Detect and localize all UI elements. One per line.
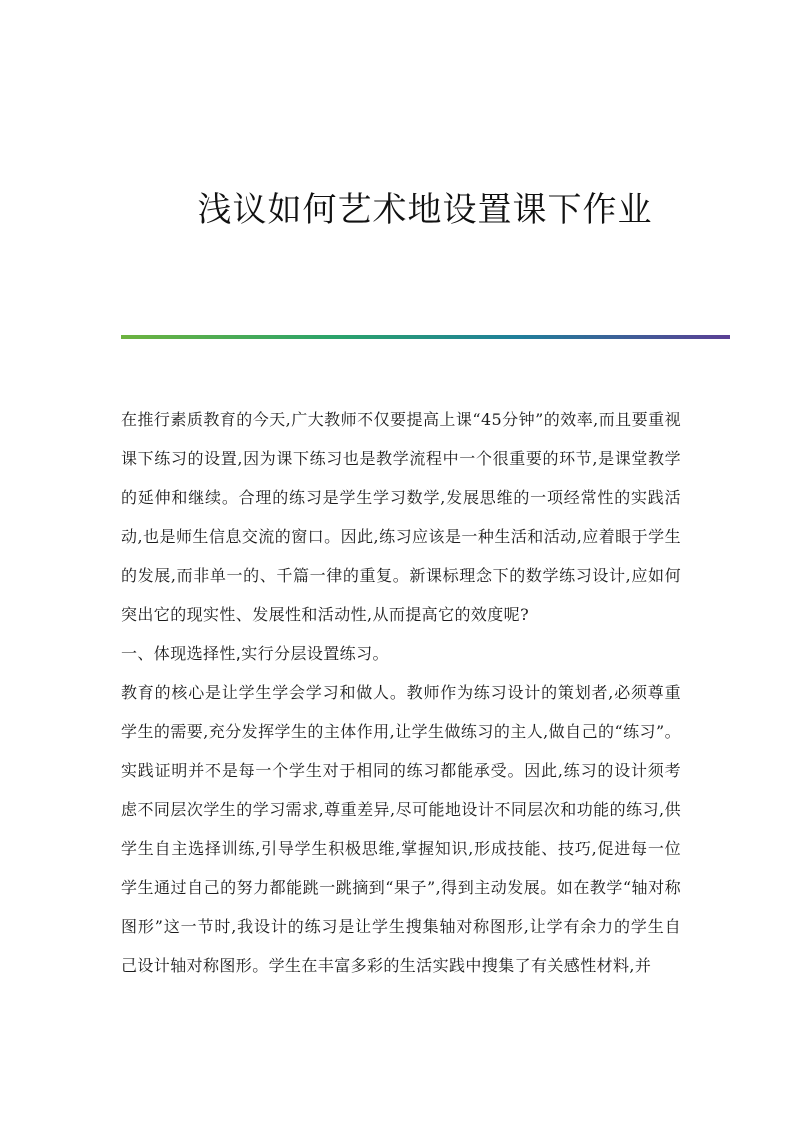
title-divider <box>121 335 730 339</box>
paragraph-section-one: 教育的核心是让学生学会学习和做人。教师作为练习设计的策划者,必须尊重学生的需要,充分发挥学生的主体作用,让学生做练习的主人,做自己的“练习”。实践证明并不是每一个学生对于相同的练习都能承受。因此,练习的设计须考虑不同层次学生的学习需求,尊重差异,尽可能地设计不同层次和功能的练习,供学生自主选择训练,引导学生积极思维,掌握知识,形成技能、技巧,促进每一位学生通过自己的努力都能跳一跳摘到“果子”,得到主动发展。如在教学“轴对称图形”这一节时,我设计的练习是让学生搜集轴对称图形,让学有余力的学生自己设计轴对称图形。学生在丰富多彩的生活实践中搜集了有关感性材料,并 <box>121 683 681 975</box>
section-heading: 一、体现选择性,实行分层设置练习。 <box>121 644 389 663</box>
document-body <box>121 400 681 985</box>
document-title: 浅议如何艺术地设置课下作业 <box>197 190 653 230</box>
paragraph-intro: 在推行素质教育的今天,广大教师不仅要提高上课“45分钟”的效率,而且要重视课下练习的设置,因为课下练习也是教学流程中一个很重要的环节,是课堂教学的延伸和继续。合理的练习是学生学习数学,发展思维的一项经常性的实践活动,也是师生信息交流的窗口。因此,练习应该是一种生活和活动,应着眼于学生的发展,而非单一的、千篇一律的重复。新课标理念下的数学练习设计,应如何突出它的现实性、发展性和活动性,从而提高它的效度呢? <box>121 410 681 624</box>
